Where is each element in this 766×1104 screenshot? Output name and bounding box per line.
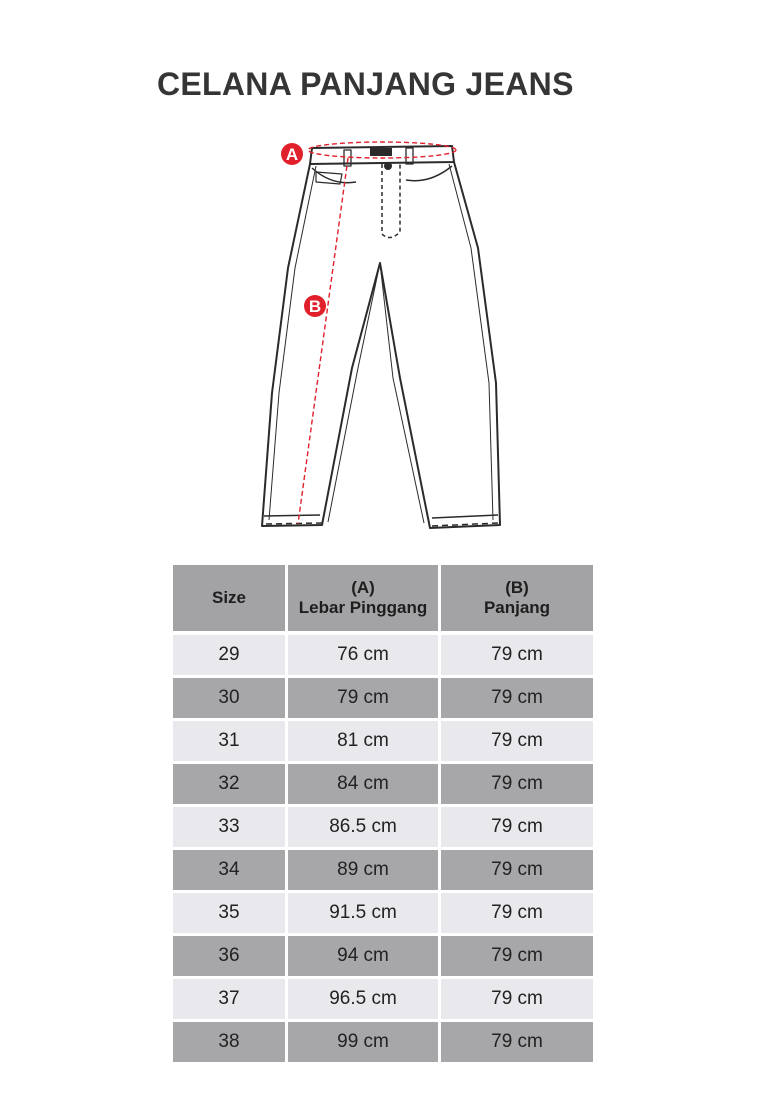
lebar-pinggang-cell: 79 cm [288,678,438,718]
panjang-cell: 79 cm [441,807,593,847]
header-size-label: Size [211,588,247,607]
marker-a-label: A [285,145,299,164]
lebar-pinggang-cell: 96.5 cm [288,979,438,1019]
header-a-code: (A) [351,578,375,597]
size-cell: 30 [173,678,285,718]
panjang-cell: 79 cm [441,1022,593,1062]
lebar-pinggang-cell: 84 cm [288,764,438,804]
table-row [173,850,593,890]
size-cell: 36 [173,936,285,976]
left-pocket [312,168,356,183]
header-a-label: Lebar Pinggang [298,598,428,617]
size-chart-table [173,565,593,1065]
marker-b-label: B [308,297,322,316]
table-row [173,893,593,933]
table-row [173,936,593,976]
right-pocket [406,166,452,181]
panjang-cell: 79 cm [441,721,593,761]
panjang-cell: 79 cm [441,850,593,890]
header-size [173,565,285,631]
size-cell: 34 [173,850,285,890]
header-b-label: Panjang [483,598,551,617]
jeans-diagram [260,128,520,540]
table-header-row [173,565,593,631]
lebar-pinggang-cell: 91.5 cm [288,893,438,933]
lebar-pinggang-cell: 99 cm [288,1022,438,1062]
lebar-pinggang-cell: 94 cm [288,936,438,976]
lebar-pinggang-cell: 86.5 cm [288,807,438,847]
marker-a [281,143,303,165]
header-b-code: (B) [505,578,529,597]
size-cell: 37 [173,979,285,1019]
lebar-pinggang-cell: 76 cm [288,635,438,675]
table-row [173,807,593,847]
table-row [173,1022,593,1062]
panjang-cell: 79 cm [441,764,593,804]
page-title: CELANA PANJANG JEANS [157,66,574,102]
panjang-cell: 79 cm [441,893,593,933]
size-cell: 31 [173,721,285,761]
header-panjang [441,565,593,631]
table-row [173,979,593,1019]
size-cell: 32 [173,764,285,804]
fly [382,164,400,238]
table-row [173,764,593,804]
size-cell: 33 [173,807,285,847]
measure-b-line [298,158,348,524]
button-icon [384,162,392,170]
table-row [173,635,593,675]
header-lebar-pinggang [288,565,438,631]
size-cell: 35 [173,893,285,933]
table-row [173,678,593,718]
panjang-cell: 79 cm [441,979,593,1019]
size-cell: 38 [173,1022,285,1062]
panjang-cell: 79 cm [441,936,593,976]
marker-b [304,295,326,317]
panjang-cell: 79 cm [441,678,593,718]
size-cell: 29 [173,635,285,675]
panjang-cell: 79 cm [441,635,593,675]
lebar-pinggang-cell: 81 cm [288,721,438,761]
lebar-pinggang-cell: 89 cm [288,850,438,890]
table-row [173,721,593,761]
jeans-outline [262,162,500,528]
